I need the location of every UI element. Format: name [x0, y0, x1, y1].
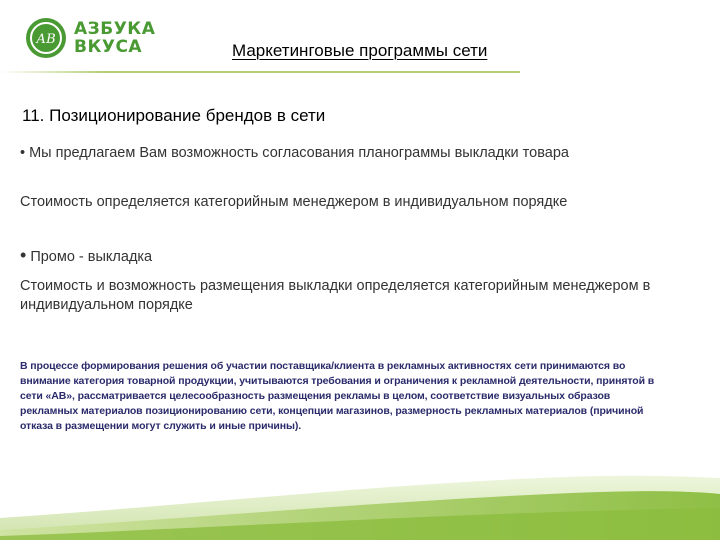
brand-logo	[24, 16, 184, 60]
paragraph-2: Стоимость и возможность размещения выкладки определяется категорийным менеджером в индивидуальном порядке	[20, 278, 651, 313]
bullet-item-1	[20, 144, 660, 163]
logo-wordmark	[74, 20, 155, 56]
title-divider	[0, 71, 520, 73]
logo-emblem-icon	[24, 16, 68, 60]
slide-title: Маркетинговые программы сети	[232, 41, 488, 60]
section-heading: 11. Позиционирование брендов в сети	[22, 106, 326, 125]
bullet-text: Промо - выкладка	[30, 249, 153, 265]
note-paragraph: В процессе формирования решения об участии поставщика/клиента в рекламных активностях сети принимаются во внимание категория товарной продукции, учитываются требования и ограничения к рекламной деятельности, принятой в сети «АВ», рассматривается целесообразность размещения рекламы в целом, соответствие визуальных образов рекламных материалов позиционированию сети, концепции магазинов, размерность рекламных материалов (причиной отказа в размещении могут служить и иные причины).	[20, 360, 655, 432]
bullet-item-2	[20, 246, 660, 267]
bullet-marker: •	[20, 145, 26, 161]
bullet-marker: •	[20, 245, 27, 265]
logo-line-1: АЗБУКА	[74, 19, 156, 39]
logo-line-2: ВКУСА	[74, 37, 143, 57]
bullet-text: Мы предлагаем Вам возможность согласования планограммы выкладки товара	[29, 145, 569, 161]
footer-wave-decoration	[0, 448, 720, 540]
logo-monogram: АВ	[36, 32, 56, 47]
paragraph-1: Стоимость определяется категорийным менеджером в индивидуальном порядке	[20, 194, 568, 210]
